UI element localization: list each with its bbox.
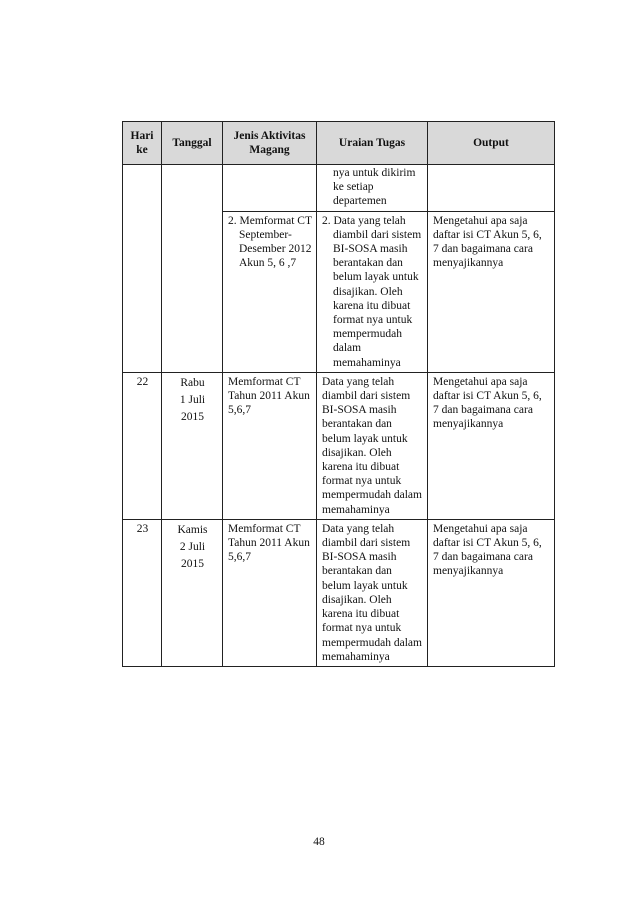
activity-table [122,121,555,667]
table-cell-tanggal-empty [162,165,223,373]
table-cell-jenis: Memformat CT Tahun 2011 Akun 5,6,7 [223,519,317,666]
table-cell-output: Mengetahui apa saja daftar isi CT Akun 5, 6, 7 dan bagaimana cara menyajikannya [428,519,555,666]
table-cell-output-empty [428,165,555,212]
table-cell-jenis: Memformat CT Tahun 2011 Akun 5,6,7 [223,372,317,519]
table-row [123,165,555,212]
table-row [123,519,555,666]
year-text: 2015 [181,410,204,423]
header-output: Output [428,122,555,165]
header-tanggal: Tanggal [162,122,223,165]
day-name: Kamis [177,523,208,536]
table-cell-output: Mengetahui apa saja daftar isi CT Akun 5, 6, 7 dan bagaimana cara menyajikannya [428,211,555,372]
header-jenis-aktivitas: Jenis Aktivitas Magang [223,122,317,165]
day-name: Rabu [180,376,205,389]
table-cell-uraian: Data yang telah diambil dari sistem BI-SOSA masih berantakan dan belum layak untuk disajikan. Oleh karena itu dibuat format nya untuk mempermudah dalam memahaminya [317,519,428,666]
table-row [123,372,555,519]
table-cell-hari: 23 [123,519,162,666]
table-cell-uraian [317,165,428,212]
uraian-continued-text: nya untuk dikirim ke setiap departemen [333,167,416,208]
header-uraian-tugas: Uraian Tugas [317,122,428,165]
table-header-row [123,122,555,165]
page-number: 48 [313,836,325,848]
table-cell-uraian: Data yang telah diambil dari sistem BI-SOSA masih berantakan dan belum layak untuk disajikan. Oleh karena itu dibuat format nya untuk mempermudah dalam memahaminya [317,372,428,519]
table-cell-tanggal [162,372,223,519]
uraian-text: 2. Data yang telah diambil dari sistem BI-SOSA masih berantakan dan belum layak untuk disajikan. Oleh karena itu dibuat format nya untuk mempermudah dalam memahaminya [322,214,422,369]
year-text: 2015 [181,557,204,570]
table-cell-hari: 22 [123,372,162,519]
table-cell-uraian [317,211,428,372]
date-text: 2 Juli [179,540,206,553]
table-cell-output: Mengetahui apa saja daftar isi CT Akun 5, 6, 7 dan bagaimana cara menyajikannya [428,372,555,519]
jenis-text: 2. Memformat CT September-Desember 2012 Akun 5, 6 ,7 [228,214,312,270]
table-cell-tanggal [162,519,223,666]
header-hari-ke: Hari ke [123,122,162,165]
table-cell-jenis [223,211,317,372]
table-cell-hari-empty [123,165,162,373]
table-cell-jenis-empty [223,165,317,212]
date-text: 1 Juli [179,393,206,406]
